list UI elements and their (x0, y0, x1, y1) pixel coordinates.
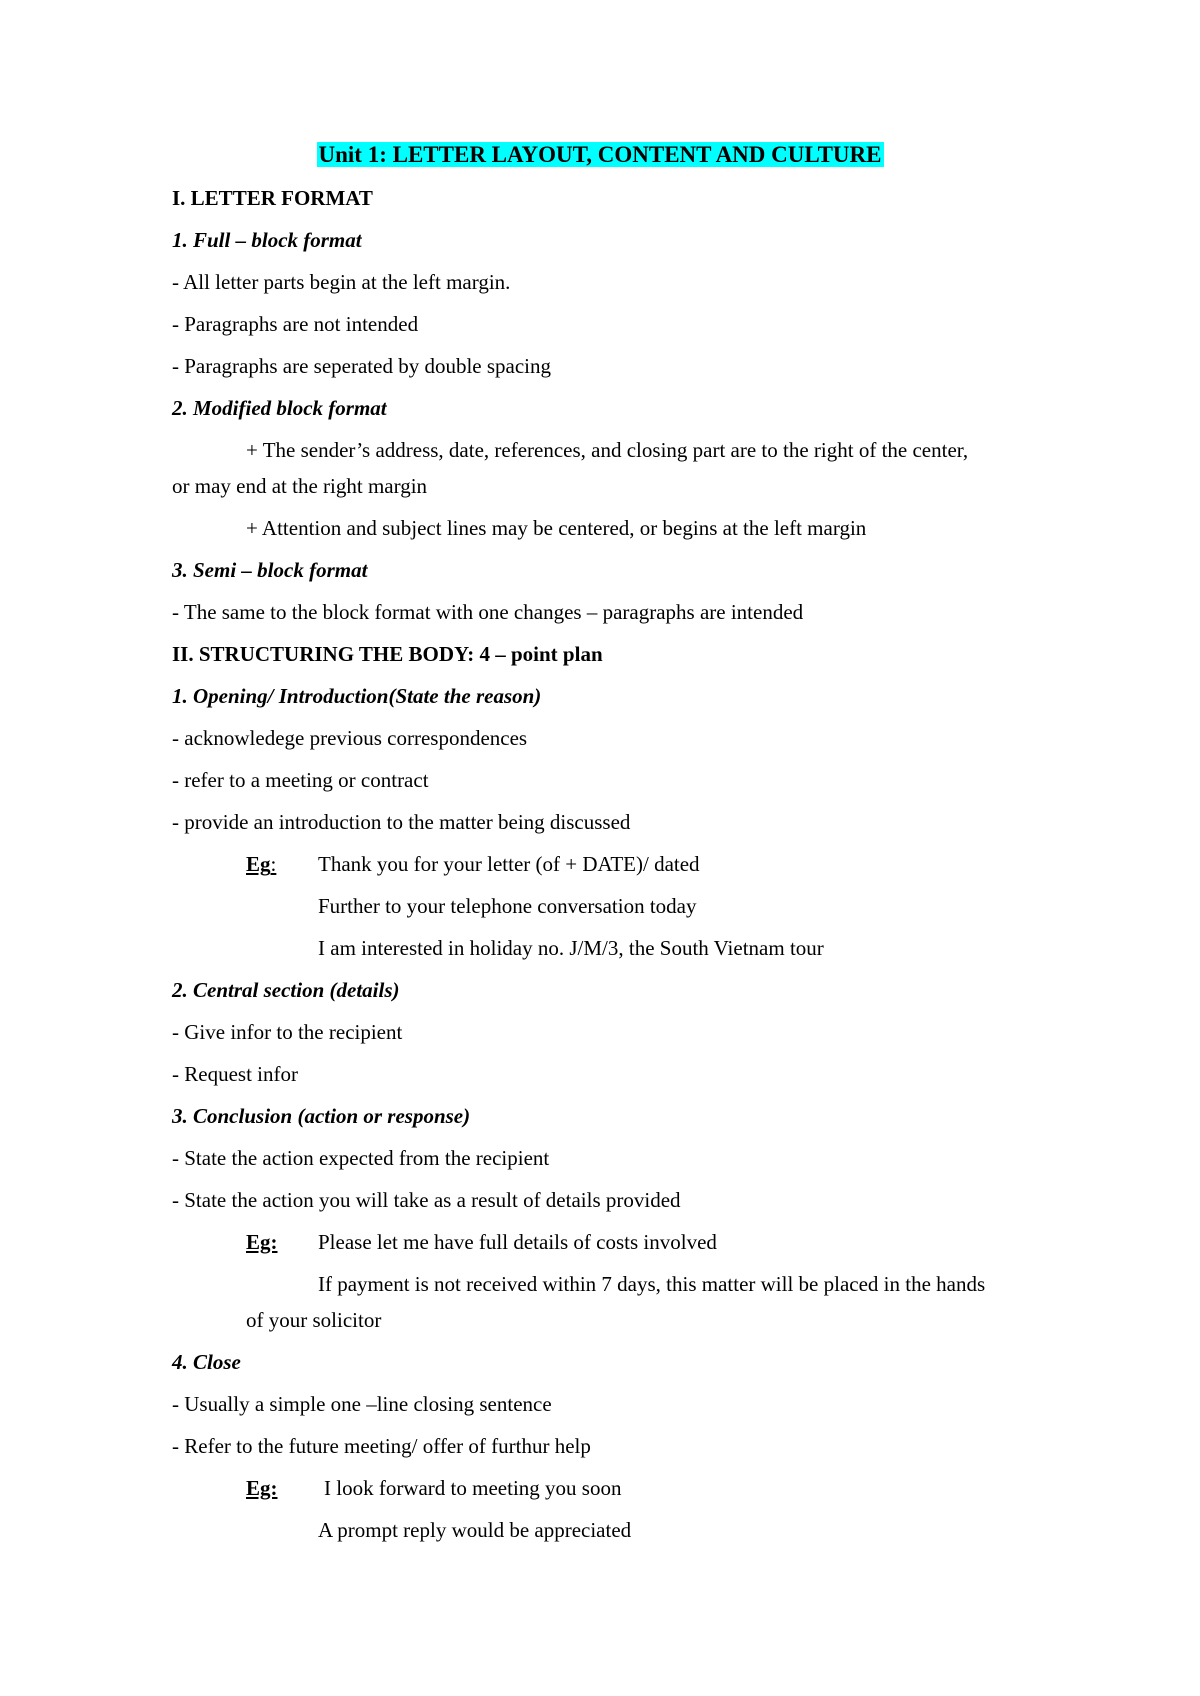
example-line: A prompt reply would be appreciated (318, 1518, 632, 1542)
list-item: - State the action expected from the recipient (172, 1146, 550, 1170)
subheading-central-section: 2. Central section (details) (172, 978, 400, 1002)
example-line: I am interested in holiday no. J/M/3, the South Vietnam tour (318, 936, 824, 960)
list-item: - Refer to the future meeting/ offer of furthur help (172, 1434, 591, 1458)
list-item: - refer to a meeting or contract (172, 768, 429, 792)
page-title-text: Unit 1: LETTER LAYOUT, CONTENT AND CULTURE (318, 142, 882, 167)
list-item: - Request infor (172, 1062, 298, 1086)
list-item: - Give infor to the recipient (172, 1020, 403, 1044)
example-line-continuation: of your solicitor (246, 1308, 382, 1332)
example-label-text: Eg (246, 852, 271, 876)
list-item: - Usually a simple one –line closing sentence (172, 1392, 552, 1416)
subheading-full-block: 1. Full – block format (172, 228, 362, 252)
list-item: - acknowledege previous correspondences (172, 726, 528, 750)
example-line: I look forward to meeting you soon (324, 1476, 622, 1500)
subheading-modified-block: 2. Modified block format (172, 396, 387, 420)
example-line: Please let me have full details of costs involved (318, 1230, 717, 1254)
subheading-conclusion: 3. Conclusion (action or response) (172, 1104, 471, 1128)
list-item: - All letter parts begin at the left margin. (172, 270, 511, 294)
example-label-colon: : (270, 852, 277, 876)
list-item: - State the action you will take as a result of details provided (172, 1188, 681, 1212)
example-line: Thank you for your letter (of + DATE)/ dated (318, 852, 700, 876)
list-item: - Paragraphs are not intended (172, 312, 419, 336)
example-line: If payment is not received within 7 days, this matter will be placed in the hands (318, 1272, 986, 1296)
list-item: - Paragraphs are seperated by double spacing (172, 354, 552, 378)
section-heading-letter-format: I. LETTER FORMAT (172, 186, 373, 210)
list-item: - The same to the block format with one changes – paragraphs are intended (172, 600, 804, 624)
subheading-opening: 1. Opening/ Introduction(State the reason) (172, 684, 542, 708)
subheading-close: 4. Close (172, 1350, 241, 1374)
page-title (0, 141, 1200, 169)
list-item: - provide an introduction to the matter being discussed (172, 810, 631, 834)
example-line: Further to your telephone conversation today (318, 894, 697, 918)
example-label: Eg: (246, 1476, 278, 1500)
subheading-semi-block: 3. Semi – block format (172, 558, 368, 582)
list-item: + The sender’s address, date, references, and closing part are to the right of the center, (246, 438, 969, 462)
section-heading-structuring-body: II. STRUCTURING THE BODY: 4 – point plan (172, 642, 603, 666)
list-item-continuation: or may end at the right margin (172, 474, 428, 498)
example-label (246, 852, 276, 876)
example-label: Eg: (246, 1230, 278, 1254)
list-item: + Attention and subject lines may be centered, or begins at the left margin (246, 516, 867, 540)
